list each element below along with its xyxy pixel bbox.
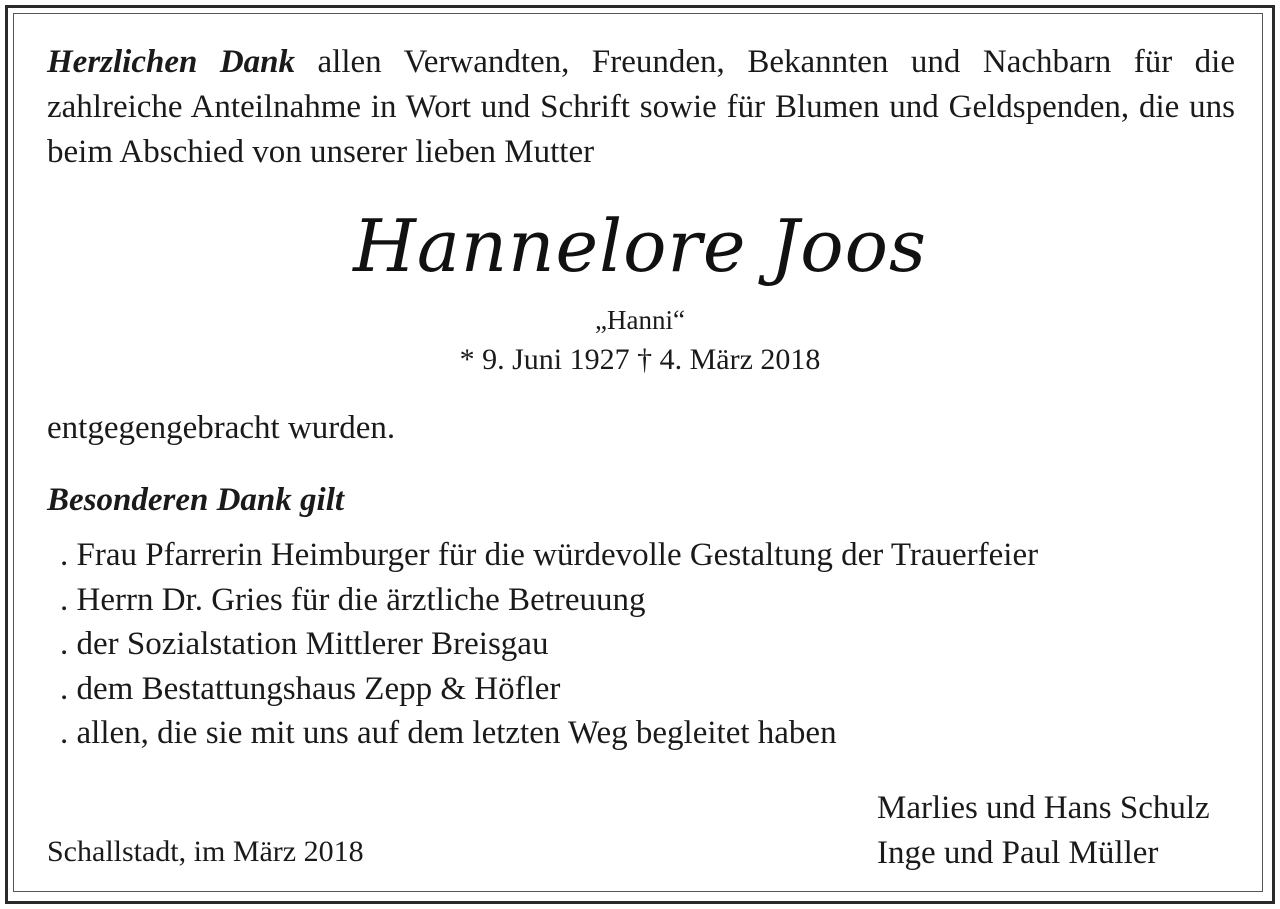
deceased-nickname: „Hanni“ bbox=[595, 305, 685, 335]
list-item: . Herrn Dr. Gries für die ärztliche Betreuung bbox=[60, 581, 646, 618]
place-and-date: Schallstadt, im März 2018 bbox=[47, 835, 364, 868]
list-item: . der Sozialstation Mittlerer Breisgau bbox=[60, 626, 549, 662]
signatures bbox=[877, 786, 1210, 876]
closing-line: entgegengebracht wurden. bbox=[47, 410, 396, 446]
life-dates: * 9. Juni 1927 † 4. März 2018 bbox=[459, 343, 821, 376]
intro-text: allen Verwandten, Freunden, Bekannten und Nachbarn für die zahlreiche Anteilnahme in Wort und Schrift sowie für Blumen und Geldspenden, die uns beim Abschied von unserer lieben Mutter bbox=[47, 44, 1235, 170]
deceased-name: Hannelore Joos bbox=[353, 204, 927, 288]
special-thanks-list bbox=[60, 533, 1038, 756]
list-item: . allen, die sie mit uns auf dem letzten Weg begleitet haben bbox=[60, 715, 837, 751]
signature-line: Marlies und Hans Schulz bbox=[877, 790, 1210, 826]
intro-paragraph bbox=[47, 40, 1235, 175]
list-item: . dem Bestattungshaus Zepp & Höfler bbox=[60, 670, 561, 707]
special-thanks-heading: Besonderen Dank gilt bbox=[47, 482, 345, 518]
intro-lead: Herzlichen Dank bbox=[47, 44, 296, 80]
list-item: . Frau Pfarrerin Heimburger für die würdevolle Gestaltung der Trauerfeier bbox=[60, 537, 1039, 573]
signature-line: Inge und Paul Müller bbox=[877, 835, 1159, 871]
